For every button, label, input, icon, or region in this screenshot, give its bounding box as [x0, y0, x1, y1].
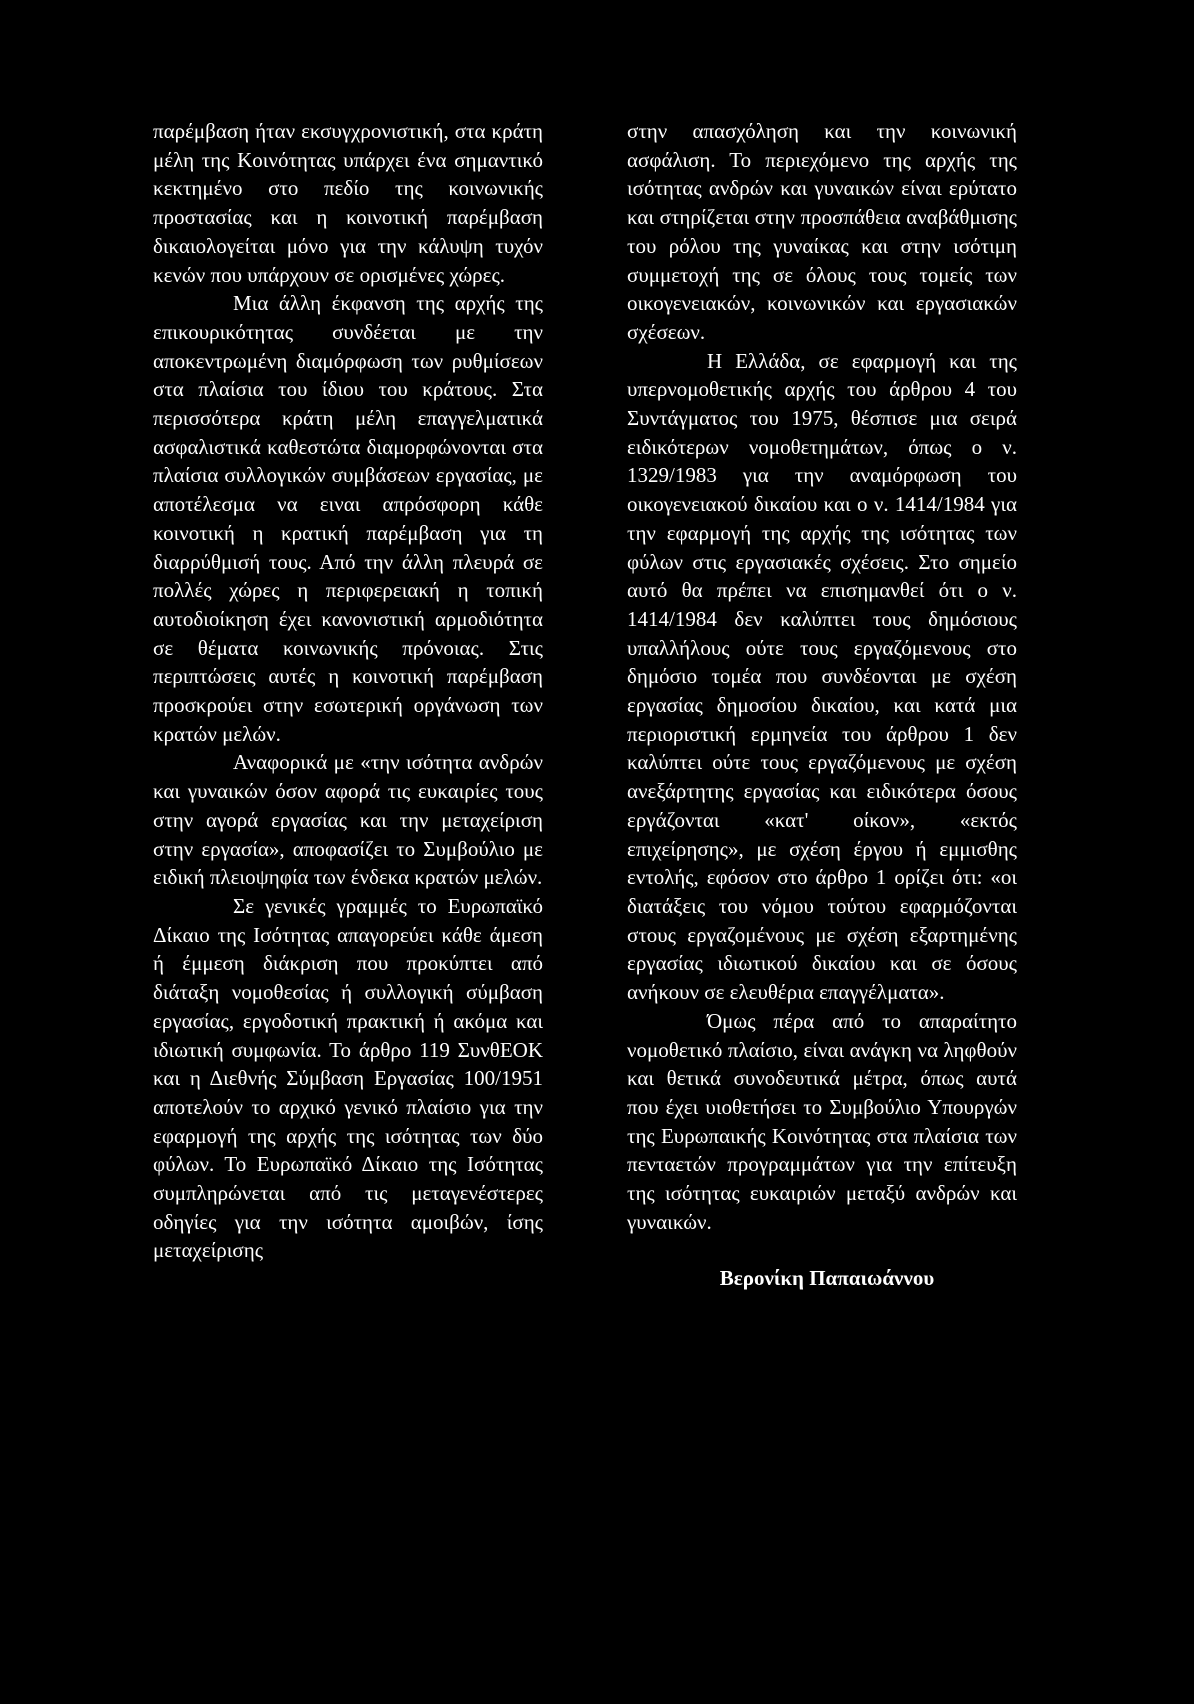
paragraph: παρέμβαση ήταν εκσυγχρονιστική, στα κράτη μέλη της Κοινότητας υπάρχει ένα σημαντικό κεκτημένο στο πεδίο της κοινωνικής προστασίας και η κοινοτική παρέμβαση δικαιολογείται μόνο για την κάλυψη τυχόν κενών που υπάρχουν σε ορισμένες χώρες. — [153, 119, 543, 287]
author-signature: Βερονίκη Παπαιωάννου — [719, 1266, 935, 1291]
paragraph: Σε γενικές γραμμές το Ευρωπαϊκό Δίκαιο της Ισότητας απαγορεύει κάθε άμεση ή έμμεση διάκριση που προκύπτει από διάταξη νομοθεσίας ή συλλογική σύμβαση εργασίας, εργοδοτική πρακτική ή ακόμα και ιδιωτική συμφωνία. Το άρθρο 119 ΣυνθΕΟΚ και η Διεθνής Σύμβαση Εργασίας 100/1951 αποτελούν το αρχικό γενικό πλαίσιο για την εφαρμογή της αρχής της ισότητας των δύο φύλων. Το Ευρωπαϊκό Δίκαιο της Ισότητας συμπληρώνεται από τις μεταγενέστερες οδηγίες για την ισότητα αμοιβών, ίσης μεταχείρισης — [153, 893, 543, 1263]
paragraph: στην απασχόληση και την κοινωνική ασφάλιση. Το περιεχόμενο της αρχής της ισότητας ανδρών και γυναικών είναι ερύτατο και στηρίζεται στην προσπάθεια αναβάθμισης του ρόλου της γυναίκας και στην ισότιμη συμμετοχή της σε όλους τους τομείς των οικογενειακών, κοινωνικών και εργασιακών σχέσεων. — [627, 119, 1017, 344]
left-column — [153, 117, 543, 1265]
paragraph: Η Ελλάδα, σε εφαρμογή και της υπερνομοθετικής αρχής του άρθρου 4 του Συντάγματος του 1975, θέσπισε μια σειρά ειδικότερων νομοθετημάτων, όπως ο ν. 1329/1983 για την αναμόρφωση του οικογενειακού δικαίου και ο ν. 1414/1984 για την εφαρμογή της αρχής της ισότητας των φύλων στις εργασιακές σχέσεις. Στο σημείο αυτό θα πρέπει να επισημανθεί ότι ο ν. 1414/1984 δεν καλύπτει τους δημόσιους υπαλλήλους ούτε τους εργαζόμενους στο δημόσιο τομέα που συνδέονται με σχέση εργασίας δημοσίου δικαίου, και κατά μια περιοριστική ερμηνεία του άρθρου 1 δεν καλύπτει ούτε τους εργαζόμενους με σχέση ανεξάρτητης εργασίας και ειδικότερα όσους εργάζονται «κατ' οίκον», «εκτός επιχείρησης», με σχέση έργου ή εμμισθης εντολής, εφόσον στο άρθρο 1 ορίζει ότι: «οι διατάξεις του νόμου τούτου εφαρμόζονται στους εργαζομένους με σχέση εξαρτημένης εργασίας ιδιωτικού δικαίου και σε όσους ανήκουν σε ελευθέρια επαγγέλματα». — [627, 348, 1017, 1005]
right-column — [627, 117, 1017, 1293]
paragraph: Αναφορικά με «την ισότητα ανδρών και γυναικών όσον αφορά τις ευκαιρίες τους στην αγορά εργασίας και την μεταχείριση στην εργασία», αποφασίζει το Συμβούλιο με ειδική πλειοψηφία των ένδεκα κρατών μελών. — [153, 750, 543, 890]
paragraph: Όμως πέρα από το απαραίτητο νομοθετικό πλαίσιο, είναι ανάγκη να ληφθούν και θετικά συνοδευτικά μέτρα, όπως αυτά που έχει υιοθετήσει το Συμβούλιο Υπουργών της Ευρωπαικής Κοινότητας στα πλαίσια των πενταετών προγραμμάτων για την επίτευξη της ισότητας ευκαιριών μεταξύ ανδρών και γυναικών. — [627, 1008, 1017, 1234]
paragraph: Μια άλλη έκφανση της αρχής της επικουρικότητας συνδέεται με την αποκεντρωμένη διαμόρφωση των ρυθμίσεων στα πλαίσια του ίδιου του κράτους. Στα περισσότερα κράτη μέλη επαγγελματικά ασφαλιστικά καθεστώτα διαμορφώνονται στα πλαίσια συλλογικών συμβάσεων εργασίας, με αποτέλεσμα να ειναι απρόσφορη κάθε κοινοτική η κρατική παρέμβαση για τη διαρρύθμισή τους. Από την άλλη πλευρά σε πολλές χώρες η περιφερειακή η τοπική αυτοδιοίκηση έχει κανονιστική αρμοδιότητα σε θέματα κοινωνικής πρόνοιας. Στις περιπτώσεις αυτές η κοινοτική παρέμβαση προσκρούει στην εσωτερική οργάνωση των κρατών μελών. — [153, 291, 543, 746]
